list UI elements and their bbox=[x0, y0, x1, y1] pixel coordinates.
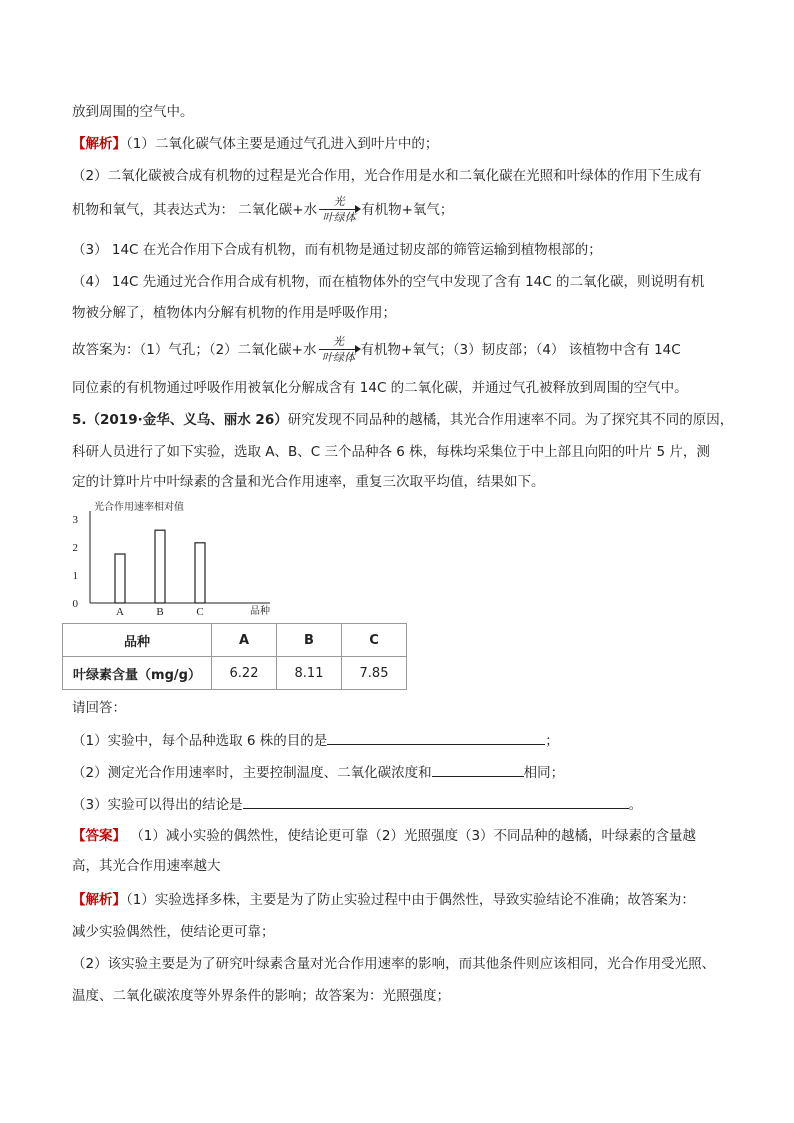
answer-line-1: 故答案为：（1）气孔；（2）二氧化碳+水 光 叶绿体 有机物+氧气；（3）韧皮部；（4） 该植物中含有 14C bbox=[72, 335, 681, 364]
analysis-tag: 【解析】 bbox=[72, 892, 126, 908]
reaction-arrow-icon: 光 叶绿体 bbox=[317, 200, 361, 220]
x-tick-label: A bbox=[116, 606, 124, 618]
analysis-tag: 【解析】 bbox=[72, 136, 126, 152]
y-tick-label: 3 bbox=[72, 514, 78, 526]
data-table bbox=[62, 623, 407, 690]
analysis-line-2: （2）二氧化碳被合成有机物的过程是光合作用，光合作用是水和二氧化碳在光照和叶绿体的作用下生成有 bbox=[72, 168, 702, 184]
table-header: B bbox=[277, 624, 342, 657]
question-line-3: 定的计算叶片中叶绿素的含量和光合作用速率，重复三次取平均值，结果如下。 bbox=[72, 474, 545, 490]
analysis-line-6: 物被分解了，植物体内分解有机物的作用是呼吸作用； bbox=[72, 305, 396, 321]
y-axis-label: 光合作用速率相对值 bbox=[94, 502, 184, 513]
answer-line: 高，其光合作用速率越大 bbox=[72, 858, 221, 874]
analysis2-line-1: 【解析】（1）实验选择多株，主要是为了防止实验过程中由于偶然性，导致实验结论不准确；故答案为： bbox=[72, 892, 695, 908]
table-header: A bbox=[212, 624, 277, 657]
question-number: 5.（2019·金华、义乌、丽水 26） bbox=[72, 412, 288, 428]
answer-blank[interactable] bbox=[327, 730, 545, 745]
prompt-q3: （3）实验可以得出的结论是 。 bbox=[72, 794, 642, 815]
table-header: C bbox=[342, 624, 407, 657]
table-row-label: 叶绿素含量（mg/g） bbox=[63, 657, 212, 690]
reaction-arrow-icon: 光 叶绿体 bbox=[317, 340, 361, 360]
analysis-line-1: 【解析】（1）二氧化碳气体主要是通过气孔进入到叶片中的； bbox=[72, 136, 439, 152]
answer-line-2: 同位素的有机物通过呼吸作用被氧化分解成含有 14C 的二氧化碳，并通过气孔被释放到周围的空气中。 bbox=[72, 380, 688, 396]
question-line-1: 5.（2019·金华、义乌、丽水 26）研究发现不同品种的越橘，其光合作用速率不同。为了探究其不同的原因， bbox=[72, 412, 734, 428]
bar-B bbox=[155, 530, 165, 603]
analysis-line-5: （4） 14C 先通过光合作用合成有机物，而在植物体外的空气中发现了含有 14C 的二氧化碳，则说明有机 bbox=[72, 274, 705, 290]
bar-A bbox=[115, 554, 125, 603]
prompt-q1: （1）实验中，每个品种选取 6 株的目的是 ； bbox=[72, 730, 559, 751]
analysis2-line-4: 温度、二氧化碳浓度等外界条件的影响；故答案为：光照强度； bbox=[72, 988, 450, 1004]
table-cell: 7.85 bbox=[342, 657, 407, 690]
answer-tag: 【答案】 bbox=[72, 828, 126, 844]
analysis2-line-2: 减少实验偶然性，使结论更可靠； bbox=[72, 924, 275, 940]
prompt-intro: 请回答： bbox=[72, 700, 126, 716]
prompt-q2: （2）测定光合作用速率时，主要控制温度、二氧化碳浓度和 相同； bbox=[72, 762, 564, 783]
table-row bbox=[63, 657, 407, 690]
analysis-line-4: （3） 14C 在光合作用下合成有机物，而有机物是通过韧皮部的筛管运输到植物根部的； bbox=[72, 242, 602, 258]
text-fragment: 放到周围的空气中。 bbox=[72, 104, 194, 120]
bar-C bbox=[195, 543, 205, 603]
x-axis-label: 品种 bbox=[250, 606, 270, 617]
y-tick-label: 1 bbox=[72, 570, 78, 582]
analysis-line-3: 机物和氧气，其表达式为： 二氧化碳+水 光 叶绿体 有机物+氧气； bbox=[72, 195, 454, 224]
y-tick-label: 2 bbox=[72, 542, 78, 554]
analysis2-line-3: （2）该实验主要是为了研究叶绿素含量对光合作用速率的影响，而其他条件则应该相同，光合作用受光照、 bbox=[72, 956, 716, 972]
x-tick-label: B bbox=[156, 606, 164, 618]
bar-chart bbox=[60, 498, 270, 620]
answer-blank[interactable] bbox=[432, 762, 524, 777]
table-cell: 6.22 bbox=[212, 657, 277, 690]
answer-line: 【答案】 （1）减小实验的偶然性，使结论更可靠（2）光照强度（3）不同品种的越橘，叶绿素的含量越 bbox=[72, 828, 697, 844]
table-row bbox=[63, 624, 407, 657]
y-tick-label: 0 bbox=[72, 598, 78, 610]
table-header: 品种 bbox=[63, 624, 212, 657]
x-tick-label: C bbox=[196, 606, 204, 618]
question-line-2: 科研人员进行了如下实验，选取 A、B、C 三个品种各 6 株，每株均采集位于中上部且向阳的叶片 5 片，测 bbox=[72, 444, 710, 460]
table-cell: 8.11 bbox=[277, 657, 342, 690]
answer-blank[interactable] bbox=[243, 794, 629, 809]
